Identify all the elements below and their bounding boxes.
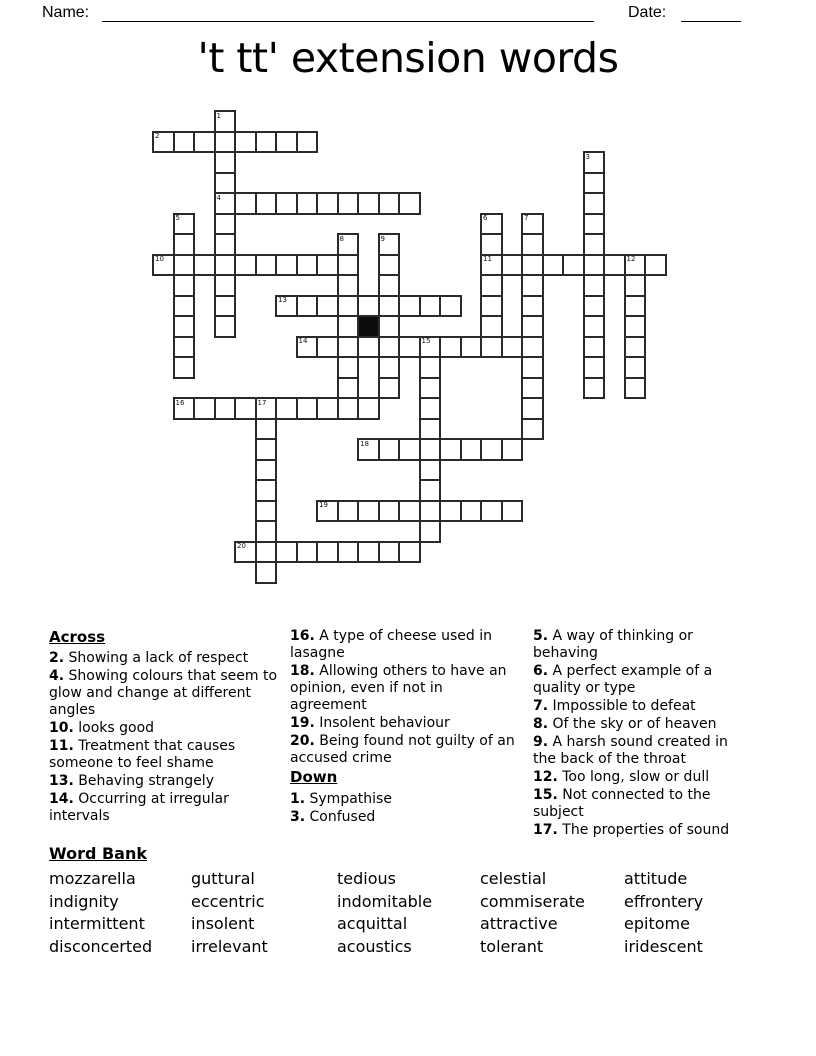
grid-blocked-cell <box>357 315 380 338</box>
grid-cell[interactable] <box>234 397 257 420</box>
grid-number: 16 <box>175 398 185 407</box>
word-bank-word: indomitable <box>337 891 433 911</box>
grid-cell[interactable] <box>501 254 524 277</box>
grid-cell[interactable] <box>419 520 442 543</box>
clue-text: Of the sky or of heaven <box>548 716 717 732</box>
clue-number: 12. <box>533 769 558 785</box>
clue-number: 15. <box>533 787 558 803</box>
grid-cell[interactable] <box>583 274 606 297</box>
grid-cell[interactable] <box>214 315 237 338</box>
grid-cell[interactable] <box>521 295 544 318</box>
grid-number: 19 <box>319 501 328 509</box>
clue-down-6 <box>533 663 749 697</box>
grid-number: 9 <box>380 234 385 243</box>
clue-across-14 <box>49 791 285 825</box>
grid-cell[interactable] <box>378 192 401 215</box>
clue-number: 17. <box>533 822 558 838</box>
puzzle-title: 't tt' extension words <box>197 34 619 82</box>
grid-cell[interactable] <box>501 336 524 359</box>
clue-text: A way of thinking or behaving <box>533 628 693 661</box>
grid-cell[interactable] <box>419 397 442 420</box>
grid-cell[interactable] <box>521 356 544 379</box>
grid-cell[interactable] <box>378 377 401 400</box>
grid-cell[interactable] <box>173 315 196 338</box>
grid-cell[interactable] <box>337 233 360 256</box>
grid-cell[interactable] <box>439 295 462 318</box>
word-bank-word: irrelevant <box>191 936 268 956</box>
grid-cell[interactable] <box>603 254 626 277</box>
grid-cell[interactable] <box>521 336 544 359</box>
grid-cell[interactable] <box>214 274 237 297</box>
grid-cell[interactable] <box>419 418 442 441</box>
grid-cell[interactable] <box>214 295 237 318</box>
grid-cell[interactable] <box>398 336 421 359</box>
grid-cell[interactable] <box>214 254 237 277</box>
across-clues-list <box>49 650 285 825</box>
grid-cell[interactable] <box>521 233 544 256</box>
grid-cell[interactable] <box>501 500 524 523</box>
grid-cell[interactable] <box>152 131 175 154</box>
clue-number: 4. <box>49 668 65 684</box>
clue-text: Occurring at irregular intervals <box>49 791 229 824</box>
clue-down-3 <box>290 809 516 826</box>
clue-down-15 <box>533 787 749 821</box>
grid-cell[interactable] <box>255 479 278 502</box>
grid-cell[interactable] <box>521 418 544 441</box>
word-bank-word: commiserate <box>480 891 585 911</box>
grid-cell[interactable] <box>255 131 278 154</box>
grid-cell[interactable] <box>255 192 278 215</box>
clue-text: Too long, slow or dull <box>557 769 710 785</box>
grid-cell[interactable] <box>378 274 401 297</box>
clue-text: Impossible to defeat <box>548 698 696 714</box>
clue-number: 16. <box>290 628 315 644</box>
clue-column-middle <box>290 628 516 827</box>
grid-cell[interactable] <box>521 377 544 400</box>
clue-down-9 <box>533 734 749 768</box>
grid-cell[interactable] <box>316 336 339 359</box>
grid-cell[interactable] <box>624 315 647 338</box>
grid-cell[interactable] <box>337 295 360 318</box>
grid-number: 11 <box>483 255 492 263</box>
grid-cell[interactable] <box>193 397 216 420</box>
grid-number: 4 <box>216 193 221 202</box>
grid-cell[interactable] <box>255 541 278 564</box>
grid-cell[interactable] <box>316 541 339 564</box>
grid-cell[interactable] <box>173 233 196 256</box>
grid-cell[interactable] <box>419 295 442 318</box>
grid-cell[interactable] <box>296 397 319 420</box>
grid-cell[interactable] <box>296 541 319 564</box>
word-bank-list <box>49 868 773 958</box>
grid-cell[interactable] <box>152 254 175 277</box>
grid-cell[interactable] <box>460 336 483 359</box>
grid-cell[interactable] <box>398 500 421 523</box>
clue-number: 5. <box>533 628 549 644</box>
grid-cell[interactable] <box>480 295 503 318</box>
grid-cell[interactable] <box>275 192 298 215</box>
clue-text: The properties of sound <box>557 822 730 838</box>
grid-cell[interactable] <box>624 295 647 318</box>
word-bank-word: disconcerted <box>49 936 153 956</box>
grid-cell[interactable] <box>378 233 401 256</box>
grid-cell[interactable] <box>214 213 237 236</box>
clue-text: looks good <box>73 720 155 736</box>
word-bank-word: celestial <box>480 869 547 888</box>
grid-cell[interactable] <box>624 336 647 359</box>
grid-cell[interactable] <box>583 233 606 256</box>
grid-cell[interactable] <box>583 213 606 236</box>
grid-cell[interactable] <box>583 356 606 379</box>
word-bank-word: tedious <box>337 869 396 888</box>
grid-cell[interactable] <box>316 397 339 420</box>
clue-text: Allowing others to have an opinion, even if not in agreement <box>290 663 507 713</box>
date-label: Date: <box>628 4 667 21</box>
grid-number: 2 <box>155 132 160 140</box>
grid-cell[interactable] <box>337 192 360 215</box>
grid-cell[interactable] <box>501 438 524 461</box>
grid-cell[interactable] <box>173 131 196 154</box>
clue-number: 20. <box>290 733 315 749</box>
grid-cell[interactable] <box>583 151 606 174</box>
word-bank-word: attitude <box>624 869 688 888</box>
grid-cell[interactable] <box>521 274 544 297</box>
word-bank-word: attractive <box>480 914 558 933</box>
grid-cell[interactable] <box>357 397 380 420</box>
grid-cell[interactable] <box>255 438 278 461</box>
clue-column-down <box>533 628 749 840</box>
word-bank-word: tolerant <box>480 936 544 956</box>
grid-number: 6 <box>483 214 488 222</box>
name-label: Name: <box>42 4 90 21</box>
clue-number: 8. <box>533 716 549 732</box>
clue-across-4 <box>49 668 285 719</box>
clue-number: 1. <box>290 791 306 807</box>
clue-number: 7. <box>533 698 549 714</box>
grid-cell[interactable] <box>337 274 360 297</box>
grid-cell[interactable] <box>337 500 360 523</box>
clue-across-11 <box>49 738 285 772</box>
grid-number: 20 <box>237 542 246 550</box>
grid-cell[interactable] <box>460 438 483 461</box>
grid-number: 18 <box>360 439 369 448</box>
clue-number: 14. <box>49 791 74 807</box>
grid-cell[interactable] <box>214 192 237 215</box>
word-bank-word: eccentric <box>191 891 265 911</box>
grid-cell[interactable] <box>214 397 237 420</box>
grid-cell[interactable] <box>173 397 196 420</box>
clue-text: Showing a lack of respect <box>64 650 249 666</box>
grid-cell[interactable] <box>214 172 237 195</box>
grid-cell[interactable] <box>337 254 360 277</box>
grid-cell[interactable] <box>337 336 360 359</box>
grid-cell[interactable] <box>583 192 606 215</box>
grid-cell[interactable] <box>255 561 278 584</box>
grid-cell[interactable] <box>255 418 278 441</box>
clue-down-17 <box>533 822 749 839</box>
grid-cell[interactable] <box>214 233 237 256</box>
grid-cell[interactable] <box>357 541 380 564</box>
grid-cell[interactable] <box>296 295 319 318</box>
clue-down-7 <box>533 698 749 715</box>
grid-cell[interactable] <box>255 397 278 420</box>
grid-cell[interactable] <box>173 356 196 379</box>
grid-cell[interactable] <box>480 213 503 236</box>
grid-cell[interactable] <box>419 356 442 379</box>
word-bank-word: guttural <box>191 869 255 888</box>
grid-number: 17 <box>257 398 267 407</box>
clue-text: Sympathise <box>305 791 392 807</box>
clue-across-2 <box>49 650 285 667</box>
grid-cell[interactable] <box>275 295 298 318</box>
grid-cell[interactable] <box>193 131 216 154</box>
grid-cell[interactable] <box>214 110 237 133</box>
grid-cell[interactable] <box>337 315 360 338</box>
grid-cell[interactable] <box>378 438 401 461</box>
grid-cell[interactable] <box>234 254 257 277</box>
grid-cell[interactable] <box>337 356 360 379</box>
grid-cell[interactable] <box>624 254 647 277</box>
clue-number: 6. <box>533 663 549 679</box>
clue-across-10 <box>49 720 285 737</box>
clue-down-5 <box>533 628 749 662</box>
grid-cell[interactable] <box>357 192 380 215</box>
clue-across-20 <box>290 733 516 767</box>
clue-down-12 <box>533 769 749 786</box>
grid-cell[interactable] <box>378 315 401 338</box>
grid-cell[interactable] <box>357 295 380 318</box>
clue-text: A perfect example of a quality or type <box>533 663 713 696</box>
grid-cell[interactable] <box>480 254 503 277</box>
grid-number: 3 <box>585 152 590 161</box>
clue-text: Behaving strangely <box>73 773 214 789</box>
grid-cell[interactable] <box>624 377 647 400</box>
grid-cell[interactable] <box>583 172 606 195</box>
grid-cell[interactable] <box>480 315 503 338</box>
word-bank-word: indignity <box>49 891 119 911</box>
grid-cell[interactable] <box>439 336 462 359</box>
grid-cell[interactable] <box>378 295 401 318</box>
clue-text: Treatment that causes someone to feel shame <box>49 738 236 771</box>
grid-cell[interactable] <box>316 254 339 277</box>
grid-cell[interactable] <box>398 541 421 564</box>
down-clues-list <box>290 791 516 826</box>
grid-cell[interactable] <box>255 459 278 482</box>
grid-cell[interactable] <box>521 213 544 236</box>
clue-text: Showing colours that seem to glow and change at different angles <box>49 668 278 718</box>
grid-cell[interactable] <box>521 315 544 338</box>
grid-cell[interactable] <box>255 500 278 523</box>
grid-number: 13 <box>278 296 287 304</box>
grid-number: 15 <box>421 337 431 345</box>
grid-cell[interactable] <box>562 254 585 277</box>
grid-cell[interactable] <box>624 274 647 297</box>
grid-cell[interactable] <box>583 295 606 318</box>
grid-cell[interactable] <box>234 192 257 215</box>
grid-cell[interactable] <box>378 500 401 523</box>
clue-text: Not connected to the subject <box>533 787 711 820</box>
grid-cell[interactable] <box>234 541 257 564</box>
grid-cell[interactable] <box>480 500 503 523</box>
grid-number: 8 <box>339 234 344 243</box>
grid-number: 1 <box>216 111 221 120</box>
grid-cell[interactable] <box>193 254 216 277</box>
grid-number: 12 <box>626 255 636 263</box>
grid-cell[interactable] <box>214 131 237 154</box>
grid-cell[interactable] <box>378 254 401 277</box>
grid-cell[interactable] <box>378 356 401 379</box>
grid-cell[interactable] <box>624 356 647 379</box>
grid-cell[interactable] <box>173 295 196 318</box>
clue-number: 11. <box>49 738 74 754</box>
grid-cell[interactable] <box>275 254 298 277</box>
word-bank-word: intermittent <box>49 914 145 933</box>
grid-cell[interactable] <box>234 131 257 154</box>
clue-text: A type of cheese used in lasagne <box>290 628 492 661</box>
clue-text: Being found not guilty of an accused crime <box>290 733 515 766</box>
clue-number: 9. <box>533 734 549 750</box>
grid-cell[interactable] <box>419 459 442 482</box>
clue-number: 10. <box>49 720 74 736</box>
grid-cell[interactable] <box>296 336 319 359</box>
grid-cell[interactable] <box>337 541 360 564</box>
grid-cell[interactable] <box>583 377 606 400</box>
clue-number: 13. <box>49 773 74 789</box>
word-bank-word: acquittal <box>337 914 408 933</box>
grid-cell[interactable] <box>173 274 196 297</box>
grid-cell[interactable] <box>378 541 401 564</box>
grid-cell[interactable] <box>275 131 298 154</box>
grid-cell[interactable] <box>316 295 339 318</box>
grid-cell[interactable] <box>357 500 380 523</box>
clue-column-across <box>49 628 285 826</box>
clue-number: 3. <box>290 809 306 825</box>
grid-cell[interactable] <box>398 438 421 461</box>
grid-cell[interactable] <box>419 377 442 400</box>
grid-number: 5 <box>175 214 180 222</box>
clue-text: A harsh sound created in the back of the throat <box>533 734 728 767</box>
word-bank-word: insolent <box>191 914 255 933</box>
grid-cell[interactable] <box>337 397 360 420</box>
grid-cell[interactable] <box>296 192 319 215</box>
grid-cell[interactable] <box>460 500 483 523</box>
grid-cell[interactable] <box>439 438 462 461</box>
across-clues-list-continued <box>290 628 516 767</box>
clue-text: Confused <box>305 809 376 825</box>
word-bank-word: acoustics <box>337 936 412 956</box>
grid-cell[interactable] <box>357 438 380 461</box>
grid-cell[interactable] <box>419 479 442 502</box>
down-clues-list-continued <box>533 628 749 839</box>
grid-cell[interactable] <box>398 192 421 215</box>
grid-cell[interactable] <box>296 131 319 154</box>
grid-cell[interactable] <box>173 254 196 277</box>
grid-cell[interactable] <box>439 500 462 523</box>
grid-cell[interactable] <box>583 336 606 359</box>
grid-cell[interactable] <box>480 438 503 461</box>
grid-number: 14 <box>298 337 308 345</box>
grid-cell[interactable] <box>337 377 360 400</box>
word-bank-heading: Word Bank <box>49 844 148 863</box>
word-bank-word: epitome <box>624 914 690 933</box>
grid-cell[interactable] <box>644 254 667 277</box>
grid-cell[interactable] <box>480 336 503 359</box>
grid-cell[interactable] <box>419 438 442 461</box>
grid-cell[interactable] <box>419 500 442 523</box>
clue-text: Insolent behaviour <box>314 715 450 731</box>
grid-cell[interactable] <box>419 336 442 359</box>
grid-cell[interactable] <box>173 336 196 359</box>
grid-number: 10 <box>155 255 164 263</box>
grid-cell[interactable] <box>275 541 298 564</box>
clue-number: 18. <box>290 663 315 679</box>
down-heading: Down <box>290 768 338 786</box>
clue-across-19 <box>290 715 516 732</box>
grid-cell[interactable] <box>583 254 606 277</box>
grid-cell[interactable] <box>255 520 278 543</box>
across-heading: Across <box>49 628 106 646</box>
grid-cell[interactable] <box>378 336 401 359</box>
grid-cell[interactable] <box>480 274 503 297</box>
grid-cell[interactable] <box>316 500 339 523</box>
grid-cell[interactable] <box>214 151 237 174</box>
grid-cell[interactable] <box>275 397 298 420</box>
clue-down-8 <box>533 716 749 733</box>
grid-cell[interactable] <box>480 233 503 256</box>
grid-cell[interactable] <box>398 295 421 318</box>
clue-number: 2. <box>49 650 65 666</box>
clue-down-1 <box>290 791 516 808</box>
clue-across-13 <box>49 773 285 790</box>
grid-number: 7 <box>524 214 529 222</box>
grid-cell[interactable] <box>521 397 544 420</box>
grid-cell[interactable] <box>521 254 544 277</box>
word-bank-word: iridescent <box>624 936 703 956</box>
grid-cell[interactable] <box>173 213 196 236</box>
clue-number: 19. <box>290 715 315 731</box>
clue-across-16 <box>290 628 516 662</box>
grid-cell[interactable] <box>357 336 380 359</box>
clue-across-18 <box>290 663 516 714</box>
grid-cell[interactable] <box>296 254 319 277</box>
grid-cell[interactable] <box>542 254 565 277</box>
grid-cell[interactable] <box>316 192 339 215</box>
grid-cell[interactable] <box>255 254 278 277</box>
word-bank-word: effrontery <box>624 891 704 911</box>
grid-cell[interactable] <box>583 315 606 338</box>
word-bank-word: mozzarella <box>49 869 136 888</box>
